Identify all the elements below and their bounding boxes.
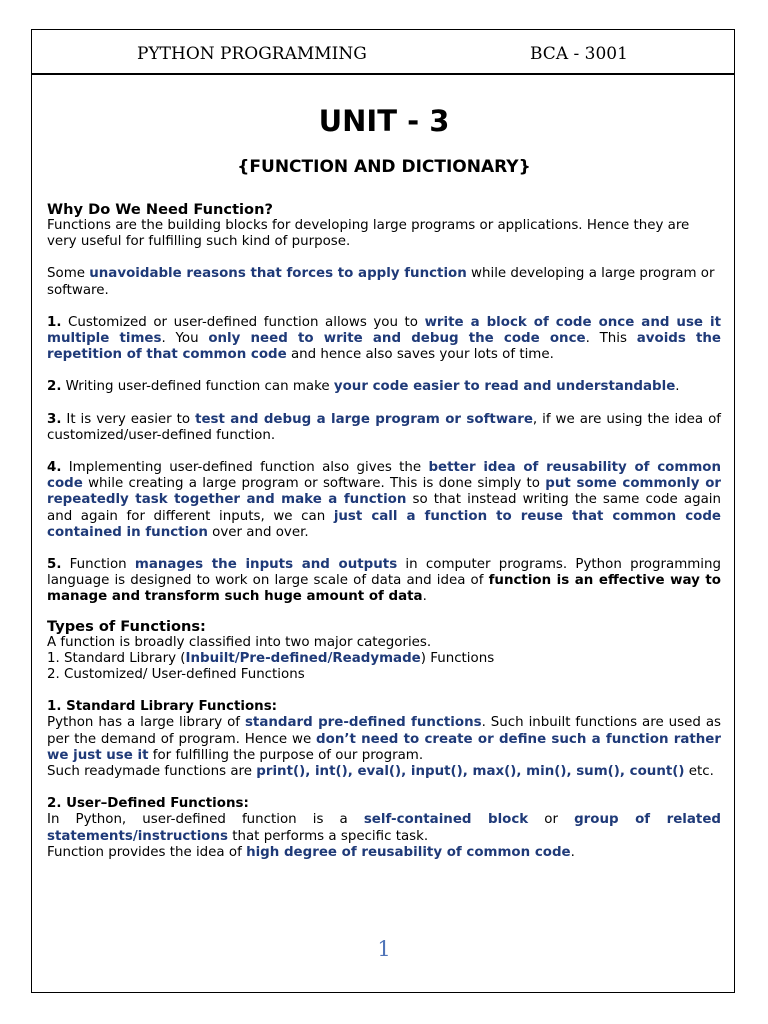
- types-intro: A function is broadly classified into two major categories.: [47, 634, 432, 650]
- reason-2: [47, 379, 721, 395]
- text-run: . This: [585, 331, 637, 347]
- types-item-2: 2. Customized/ User-defined Functions: [47, 667, 305, 683]
- reason-number: 2.: [47, 379, 62, 395]
- text-run: 1. Standard Library (: [47, 650, 186, 666]
- text-run: .: [675, 379, 680, 395]
- highlight: print(), int(), eval(), input(), max(), min(), sum(), count(): [256, 764, 685, 780]
- reason-number: 3.: [47, 411, 62, 427]
- text-run: . You: [161, 331, 209, 347]
- reason-number: 4.: [47, 460, 62, 476]
- text-run: for fulfilling the purpose of our program.: [148, 747, 424, 763]
- text-run: ) Functions: [420, 650, 495, 666]
- reason-4: [47, 460, 721, 541]
- std-heading: 1. Standard Library Functions:: [47, 699, 278, 715]
- udf-paragraph-1: [47, 812, 721, 844]
- udf-heading: 2. User–Defined Functions:: [47, 796, 249, 812]
- header-course-title: PYTHON PROGRAMMING: [137, 44, 367, 64]
- text-run: or: [528, 812, 575, 828]
- why-some-paragraph: [47, 266, 721, 298]
- highlight: standard pre-defined functions: [244, 715, 482, 731]
- document-body: [47, 201, 721, 861]
- highlight: your code easier to read and understandable: [333, 379, 676, 395]
- unit-title: UNIT - 3: [318, 104, 450, 138]
- text-run: Function: [61, 557, 135, 573]
- text-run: Such readymade functions are: [47, 764, 257, 780]
- text-run: and hence also saves your lots of time.: [286, 347, 554, 363]
- page-number: 1: [377, 937, 391, 961]
- highlight: high degree of reusability of common code: [246, 844, 571, 860]
- highlight: better idea of reusability of common code: [47, 460, 722, 492]
- text-run: so that instead writing the same code again and again for different inputs, we can: [47, 492, 722, 524]
- std-paragraph-1: [47, 715, 721, 764]
- text-run: Function provides the idea of: [47, 844, 247, 860]
- text-run: in computer programs. Python programming language is designed to work on large scale of data and idea of: [47, 557, 721, 589]
- bold-text: function is an effective way to manage and transform such huge amount of data: [47, 573, 721, 605]
- reason-number: 1.: [47, 314, 62, 330]
- reason-1: [47, 315, 721, 364]
- text-run: Some: [47, 266, 90, 282]
- std-paragraph-2: [47, 764, 721, 780]
- text-run: It is very easier to: [61, 411, 196, 427]
- reason-3: [47, 412, 721, 444]
- udf-paragraph-2: [47, 845, 721, 861]
- text-run: over and over.: [207, 524, 309, 540]
- text-run: In Python, user-defined function is a: [47, 812, 364, 828]
- text-run: while creating a large program or software. This is done simply to: [82, 476, 546, 492]
- unit-subtitle: {FUNCTION AND DICTIONARY}: [237, 157, 531, 177]
- highlight: write a block of code once and use it multiple times: [47, 314, 721, 347]
- text-run: etc.: [684, 764, 714, 780]
- highlight: avoids the repetition of that common code: [47, 331, 722, 363]
- highlight: group of related statements/instructions: [47, 812, 721, 844]
- types-item-1: [47, 651, 721, 667]
- highlight: unavoidable reasons that forces to apply function: [89, 266, 467, 282]
- page-header: [0, 44, 768, 68]
- text-run: .: [422, 589, 427, 605]
- reason-number: 5.: [47, 557, 62, 573]
- highlight: self-contained block: [363, 812, 529, 828]
- text-run: Writing user-defined function can make: [61, 379, 334, 395]
- highlight: don’t need to create or define such a function rather we just use it: [47, 731, 721, 763]
- highlight: Inbuilt/Pre-defined/Readymade: [185, 650, 421, 666]
- reason-5: [47, 557, 721, 606]
- highlight: put some commonly or repeatedly task together and make a function: [47, 476, 721, 508]
- text-run: Implementing user-defined function also gives the: [61, 460, 429, 476]
- highlight: manages the inputs and outputs: [134, 557, 398, 573]
- text-run: while developing a large program or software.: [47, 266, 715, 298]
- highlight: just call a function to reuse that common code contained in function: [47, 508, 722, 540]
- why-intro: Functions are the building blocks for developing large programs or applications. Hence they are very useful for fulfilling such kind of purpose.: [47, 218, 690, 250]
- header-divider: [31, 73, 735, 75]
- text-run: .: [570, 844, 575, 860]
- highlight: only need to write and debug the code once: [208, 331, 586, 347]
- text-run: . Such inbuilt functions are used as per the demand of program. Hence we: [47, 715, 722, 747]
- text-run: that performs a specific task.: [227, 828, 429, 844]
- highlight: test and debug a large program or software: [195, 411, 533, 427]
- text-run: , if we are using the idea of customized/user-defined function.: [47, 411, 721, 443]
- types-heading: Types of Functions:: [47, 617, 206, 635]
- header-course-code: BCA - 3001: [530, 44, 628, 64]
- text-run: Python has a large library of: [47, 715, 245, 731]
- why-heading: Why Do We Need Function?: [47, 201, 273, 218]
- text-run: Customized or user-defined function allows you to: [61, 314, 425, 330]
